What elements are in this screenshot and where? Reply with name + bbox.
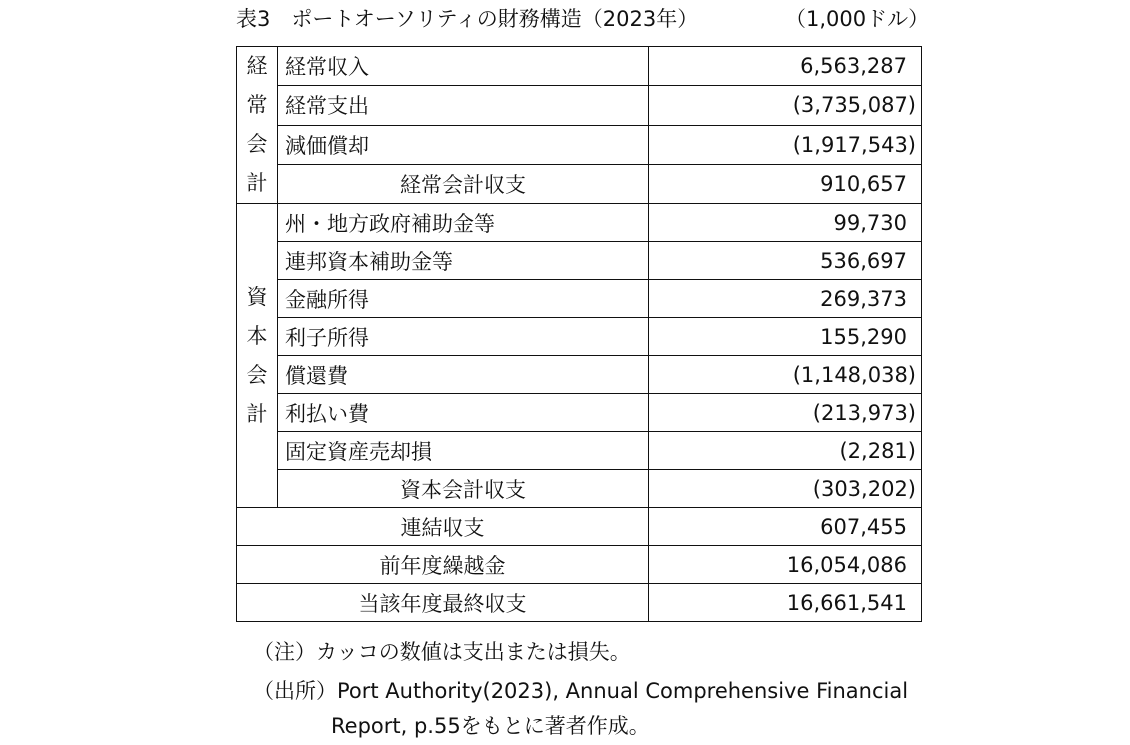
row-label: 利払い費: [278, 394, 649, 432]
subtotal-label: 経常会計収支: [278, 164, 649, 203]
total-value: 16,054,086: [649, 546, 922, 584]
row-label: 利子所得: [278, 318, 649, 356]
row-label: 経常支出: [278, 86, 649, 125]
row-value: 155,290: [649, 318, 922, 356]
row-value: (2,281): [649, 432, 922, 470]
total-label: 連結収支: [237, 508, 649, 546]
table-note: （注）カッコの数値は支出または損失。: [253, 640, 631, 664]
row-value: (213,973): [649, 394, 922, 432]
table-row: [237, 394, 922, 432]
table-row: [237, 584, 922, 622]
row-value: (1,917,543): [649, 125, 922, 164]
table-row: [237, 470, 922, 508]
row-label: 固定資産売却損: [278, 432, 649, 470]
source-note-line1: （出所）Port Authority(2023), Annual Comprehensive Financial: [253, 679, 909, 703]
table-row: [237, 318, 922, 356]
table-row: [237, 432, 922, 470]
table-row: [237, 125, 922, 164]
table-row: [237, 356, 922, 394]
row-label: 経常収入: [278, 47, 649, 86]
row-label: 連邦資本補助金等: [278, 242, 649, 280]
unit-label: （1,000ドル）: [785, 7, 930, 31]
total-value: 607,455: [649, 508, 922, 546]
row-value: (1,148,038): [649, 356, 922, 394]
operating-account-group-label: 経 常 会 計: [237, 47, 278, 204]
table-caption: [236, 4, 930, 34]
row-value: 99,730: [649, 204, 922, 242]
row-label: 減価償却: [278, 125, 649, 164]
row-value: 269,373: [649, 280, 922, 318]
table-title: 表3 ポートオーソリティの財務構造（2023年）: [236, 7, 699, 31]
table-row: [237, 204, 922, 242]
table-row: [237, 164, 922, 203]
subtotal-label: 資本会計収支: [278, 470, 649, 508]
row-label: 州・地方政府補助金等: [278, 204, 649, 242]
subtotal-value: 910,657: [649, 164, 922, 203]
total-label: 前年度繰越金: [237, 546, 649, 584]
source-note-line2: Report, p.55をもとに著者作成。: [331, 714, 650, 738]
row-label: 償還費: [278, 356, 649, 394]
subtotal-value: (303,202): [649, 470, 922, 508]
capital-account-group-label: 資 本 会 計: [237, 204, 278, 508]
table-row: [237, 546, 922, 584]
row-value: 536,697: [649, 242, 922, 280]
table-row: [237, 242, 922, 280]
row-value: 6,563,287: [649, 47, 922, 86]
financial-structure-table: [236, 46, 922, 622]
table-row: [237, 508, 922, 546]
table-row: [237, 86, 922, 125]
row-label: 金融所得: [278, 280, 649, 318]
row-value: (3,735,087): [649, 86, 922, 125]
total-value: 16,661,541: [649, 584, 922, 622]
table-row: [237, 47, 922, 86]
table-row: [237, 280, 922, 318]
total-label: 当該年度最終収支: [237, 584, 649, 622]
